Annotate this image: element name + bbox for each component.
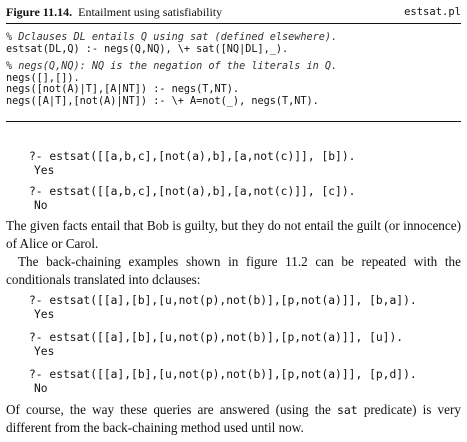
- code-line: negs([not(A)|T],[A|NT]) :- negs(T,NT).: [6, 84, 240, 96]
- figure-number: Figure 11.14.: [6, 5, 73, 19]
- paragraph-text: Of course, the way these queries are answered (using the: [6, 402, 337, 417]
- query-line: ?- estsat([[a,b,c],[not(a),b],[a,not(c)]], [c]).: [29, 185, 356, 198]
- query-line: ?- estsat([[a],[b],[u,not(p),not(b)],[p,not(a)]], [b,a]).: [29, 294, 417, 307]
- figure-caption: Entailment using satisfiability: [78, 5, 223, 19]
- query-answer: Yes: [34, 164, 55, 177]
- query-line: ?- estsat([[a,b,c],[not(a),b],[a,not(c)]], [b]).: [29, 150, 356, 163]
- paragraph: The back-chaining examples shown in figure 11.2 can be repeated with the conditionals translated into dclauses:: [6, 254, 461, 287]
- paragraph: The given facts entail that Bob is guilty, but they do not entail the guilt (or innocence) of Alice or Carol.: [6, 218, 461, 251]
- query-answer: Yes: [34, 345, 55, 358]
- query-line: ?- estsat([[a],[b],[u,not(p),not(b)],[p,not(a)]], [p,d]).: [29, 368, 417, 381]
- query-answer: No: [34, 382, 48, 395]
- query-answer: Yes: [34, 308, 55, 321]
- code-comment: % negs(Q,NQ): NQ is the negation of the literals in Q.: [6, 61, 338, 73]
- figure-bottom-rule: [6, 121, 461, 122]
- figure-header: [6, 5, 461, 21]
- code-comment: % Dclauses DL entails Q using sat (defined elsewhere).: [6, 32, 338, 43]
- figure-top-rule: [6, 23, 461, 24]
- query-line: ?- estsat([[a],[b],[u,not(p),not(b)],[p,not(a)]], [u]).: [29, 331, 404, 344]
- code-block: [6, 32, 461, 108]
- code-line: negs([],[]).: [6, 72, 80, 84]
- paragraph-text: predicate) is very different from the back-chaining method used until now.: [6, 402, 461, 435]
- figure-filename: estsat.pl: [404, 6, 461, 18]
- inline-code: sat: [336, 403, 358, 417]
- query-answer: No: [34, 199, 48, 212]
- paragraph: [6, 401, 461, 437]
- code-line: estsat(DL,Q) :- negs(Q,NQ), \+ sat([NQ|DL],_).: [6, 43, 289, 55]
- code-line: negs([A|T],[not(A)|NT]) :- \+ A=not(_), negs(T,NT).: [6, 95, 319, 107]
